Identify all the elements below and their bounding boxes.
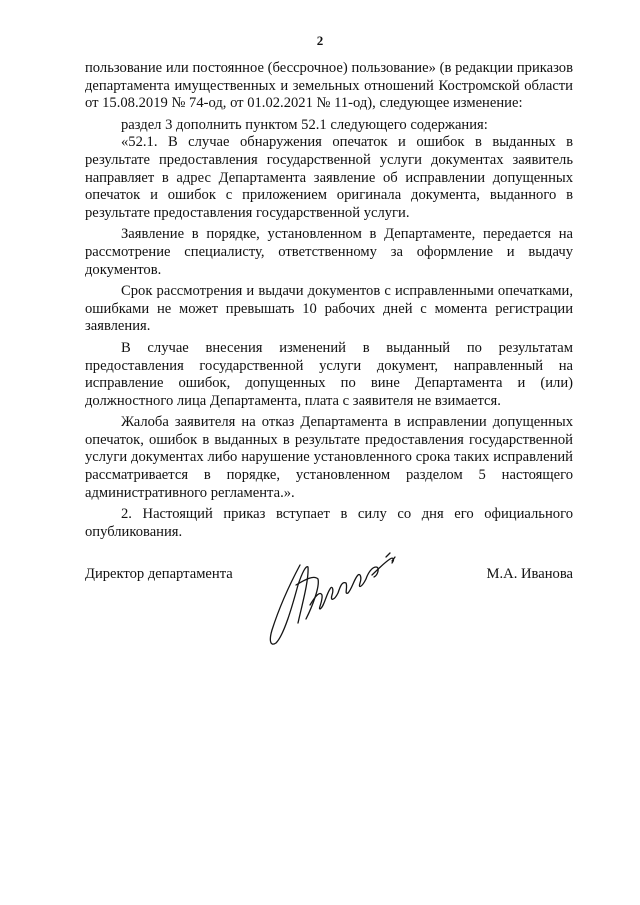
signatory-name: М.А. Иванова <box>486 566 573 582</box>
page-number: 2 <box>316 33 324 48</box>
signature-stroke-drawing <box>262 545 412 655</box>
signatory-position: Директор департамента <box>85 566 233 582</box>
paragraph-application-review: Заявление в порядке, установленном в Департаменте, передается на рассмотрение специалисту, ответственному за оформление и выдачу документов. <box>85 226 573 278</box>
paragraph-entry-into-force: 2. Настоящий приказ вступает в силу со дня его официального опубликования. <box>85 506 573 540</box>
paragraph-amendment: раздел 3 дополнить пунктом 52.1 следующего содержания: <box>121 116 488 133</box>
document-body <box>85 60 573 541</box>
paragraph-clause-52-1: «52.1. В случае обнаружения опечаток и ошибок в выданных в результате предоставления государственной услуги документах заявитель направляет в адрес Департамента заявление об исправлении допущенных опечаток и ошибок с приложением оригинала документа, выданного в результате предоставления государственной услуги. <box>85 134 573 221</box>
paragraph-intro: пользование или постоянное (бессрочное) пользование» (в редакции приказов департамента имущественных и земельных отношений Костромской области от 15.08.2019 № 74-од, от 01.02.2021 № 11-од), следующее изменение: <box>85 60 573 112</box>
paragraph-complaint: Жалоба заявителя на отказ Департамента в исправлении допущенных опечаток, ошибок в выданных в результате предоставления государственной услуги документах либо нарушение установленного срока таких исправлений рассматривается в порядке, установленном разделом 5 настоящего административного регламента.». <box>85 414 573 501</box>
handwritten-signature <box>262 545 412 655</box>
paragraph-review-term: Срок рассмотрения и выдачи документов с исправленными опечатками, ошибками не может превышать 10 рабочих дней с момента регистрации заявления. <box>85 283 573 335</box>
paragraph-no-fee: В случае внесения изменений в выданный по результатам предоставления государственной услуги документ, направленный на исправление ошибок, допущенных по вине Департамента и (или) должностного лица Департамента, плата с заявителя не взимается. <box>85 339 573 409</box>
